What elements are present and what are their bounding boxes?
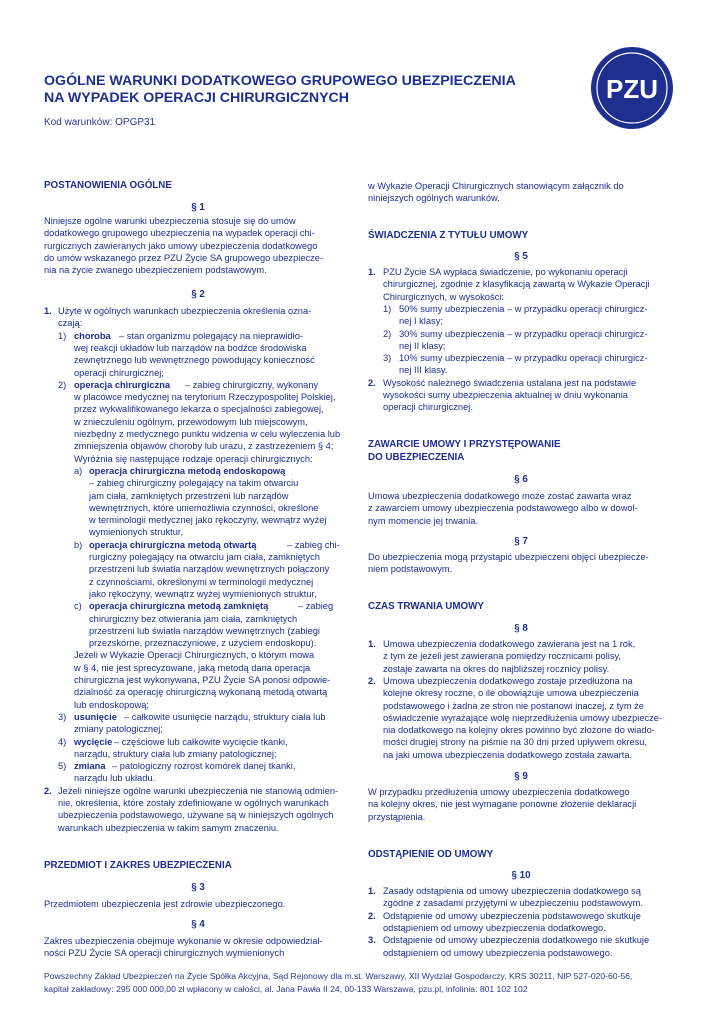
text-line: 30% sumy ubezpieczenia – w przypadku operacji chirurgicz-	[399, 328, 648, 339]
heading-benefits: ŚWIADCZENIA Z TYTUŁU UMOWY	[368, 230, 529, 241]
text-line: przestrzeni lub światła narządów wewnętrznych połączony	[89, 564, 330, 575]
text-line: dzialność za operację chirurgiczną wykonaną metodą otwartą	[74, 687, 328, 698]
text-line: chirurgiczna jest wykonywana, PZU Życie SA ponosi odpowie-	[74, 675, 331, 685]
item-number: 1)	[383, 303, 392, 314]
item-number: 2.	[44, 785, 52, 796]
footer	[44, 970, 684, 995]
text-line: zostaje zawarta na okres do najbliższej rocznicy polisy.	[383, 663, 610, 674]
text-line: – patologiczny rozrost komórek danej tkanki,	[112, 761, 296, 772]
text-line: Przedmiotem ubezpieczenia jest zdrowie ubezpieczonego.	[44, 899, 286, 909]
text-line: W przypadku przedłużenia umowy ubezpieczenia dodatkowego	[368, 787, 630, 797]
footer-line-2: kapitał zakładowy: 295 000 000,00 zł wpłacony w całości, al. Jana Pawła II 24, 00-133 Warszawa, pzu.pl, infolinia: 801 102 102	[44, 983, 528, 994]
text-line: z zawarciem umowy ubezpieczenia podstawowego albo w dowol-	[368, 503, 638, 514]
text-line: zewnętrznego lub wewnętrznego powodujący konieczność	[74, 355, 315, 366]
section-10: § 10	[511, 870, 531, 881]
item-number: 1)	[58, 330, 67, 341]
section-4: § 4	[191, 919, 205, 930]
item-number: 3.	[368, 935, 376, 946]
section-7: § 7	[514, 536, 528, 547]
text-line: jako rękoczyny, wewnątrz wyżej wymienionych struktur,	[89, 588, 317, 599]
text-line: chirurgiczny bez otwierania jam ciała, zamkniętych	[89, 613, 298, 624]
heading-contract-2: DO UBEZPIECZENIA	[368, 452, 465, 463]
section-3: § 3	[191, 882, 205, 893]
text-line: – całkowite usunięcie narządu, struktury ciała lub	[124, 711, 326, 722]
text-line: w placówce medycznej na terytorium Rzeczypospolitej Polskiej,	[74, 392, 336, 403]
text-line: niniejszych ogólnych warunków.	[368, 193, 500, 204]
title-line-1: OGÓLNE WARUNKI DODATKOWEGO GRUPOWEGO UBEZPIECZENIA	[44, 73, 516, 89]
item-number: 3)	[58, 711, 67, 722]
text-line: nej II klasy;	[399, 340, 446, 351]
text-line: Jeżeli w Wykazie Operacji Chirurgicznych, o którym mowa	[74, 650, 315, 661]
item-number: 1.	[368, 639, 376, 649]
text-line: wymienionych struktur,	[89, 527, 184, 538]
term-method: operacja chirurgiczna metodą zamkniętą	[89, 601, 269, 612]
text-line: w Wykazie Operacji Chirurgicznych stanowiącym załącznik do	[368, 181, 624, 191]
term-wyciecie: wycięcie	[74, 736, 113, 747]
text-line: odstąpieniem od umowy ubezpieczenia dodatkowego.	[383, 922, 606, 933]
section-9: § 9	[514, 771, 528, 782]
section-1: § 1	[191, 202, 205, 213]
text-line: Wyróżnia się następujące rodzaje operacji chirurgicznych:	[74, 453, 313, 464]
section-2: § 2	[191, 289, 205, 300]
text-line: w § 4, nie jest sprecyzowane, jaką metodą dana operacja	[74, 662, 311, 673]
text-line: Zakres ubezpieczenia obejmuje wykonanie w okresie odpowiedzial-	[44, 936, 323, 946]
item-number: 4)	[58, 736, 67, 747]
section-6: § 6	[514, 474, 528, 485]
text-line: w terminologii medycznej jako rękoczyny, wewnątrz wyżej	[89, 515, 327, 526]
item-number: 2.	[368, 910, 376, 921]
text-line: Zasady odstąpienia od umowy ubezpieczenia dodatkowego są	[383, 886, 641, 896]
term-choroba: choroba	[74, 330, 111, 341]
text-line: kolejne okresy roczne, o ile obowiązuje umowa ubezpieczenia	[383, 688, 639, 699]
term-usuniecie: usunięcie	[74, 711, 117, 722]
item-letter: b)	[74, 539, 83, 550]
text-line: mości drugiej strony na piśmie na 30 dni przed upływem okresu,	[383, 737, 648, 748]
text-line: wewnętrznych, które uniemożliwia czynności, określone	[89, 502, 319, 513]
text-line: zmiany patologicznej;	[74, 724, 163, 735]
text-line: – zabieg	[298, 601, 334, 612]
term-method: operacja chirurgiczna metodą otwartą	[89, 539, 257, 550]
text-line: zgodne z zasadami przyjętymi w ubezpieczeniu podstawowym.	[383, 898, 643, 909]
text-line: narządu lub układu.	[74, 773, 156, 784]
text-line: Użyte w ogólnych warunkach ubezpieczenia określenia ozna-	[58, 306, 312, 316]
pzu-logo	[591, 47, 673, 129]
item-number: 2.	[368, 675, 376, 686]
item-letter: a)	[74, 465, 83, 476]
text-line: narządu, struktury ciała lub zmiany patologicznej;	[74, 748, 277, 759]
logo-text: PZU	[606, 74, 658, 104]
paragraph-1-line: nia na życie zwanego ubezpieczeniem podstawowym.	[44, 265, 267, 276]
item-number: 2)	[383, 328, 392, 339]
item-number: 5)	[58, 761, 67, 772]
text-line: niem podstawowym.	[368, 564, 453, 575]
item-number: 3)	[383, 353, 392, 364]
text-line: Odstąpienie od umowy ubezpieczenia dodatkowego nie skutkuje	[383, 935, 650, 946]
text-line: na jaki umowa ubezpieczenia dodatkowego została zawarta.	[383, 749, 633, 760]
text-line: odstąpieniem od umowy ubezpieczenia podstawowego.	[383, 947, 613, 958]
text-line: nym momencie jej trwania.	[368, 515, 479, 526]
title-line-2: NA WYPADEK OPERACJI CHIRURGICZNYCH	[44, 90, 350, 106]
footer-line-1: Powszechny Zakład Ubezpieczeń na Życie Spółka Akcyjna, Sąd Rejonowy dla m.st. Warszawy, XII Wydział Gospodarczy, KRS 30211, NIP 527-020-60-56,	[44, 971, 633, 981]
item-number: 1.	[368, 886, 376, 896]
text-line: Odstąpienie od umowy ubezpieczenia podstawowego skutkuje	[383, 910, 641, 921]
text-line: chirurgicznej, zgodnie z klasyfikacją zawartą w Wykazie Operacji	[383, 279, 650, 290]
text-line: Chirurgicznych, w wysokości:	[383, 291, 504, 302]
text-line: przestrzeni lub światła narządów wewnętrznych (zabiegi	[89, 625, 320, 636]
paragraph-1-line: dodatkowego grupowego ubezpieczenia na wypadek operacji chi-	[44, 228, 315, 239]
text-line: przystąpienia.	[368, 811, 426, 822]
item-number: 1.	[368, 267, 376, 277]
heading-withdrawal: ODSTĄPIENIE OD UMOWY	[368, 849, 494, 860]
heading-subject-scope: PRZEDMIOT I ZAKRES UBEZPIECZENIA	[44, 860, 232, 871]
text-line: PZU Życie SA wypłaca świadczenie, po wykonaniu operacji	[383, 267, 628, 277]
text-line: rurgiczny polegający na otwarciu jam ciała, zamkniętych	[89, 552, 320, 562]
section-5: § 5	[514, 251, 528, 262]
text-line: – stan organizmu polegający na nieprawidło-	[119, 330, 303, 341]
text-line: Umowa ubezpieczenia dodatkowego zostaje przedłużona na	[383, 675, 633, 686]
heading-general-provisions: POSTANOWIENIA OGÓLNE	[44, 180, 172, 191]
text-line: nej III klasy.	[399, 365, 448, 376]
text-line: oświadczenie wyrażające wolę nieprzedłużenia umowy ubezpiecze-	[383, 712, 663, 723]
text-line: Do ubezpieczenia mogą przystąpić ubezpieczeni objęci ubezpiecze-	[368, 552, 649, 562]
text-line: operacji chirurgicznej;	[74, 367, 164, 378]
text-line: lub endoskopową;	[74, 699, 149, 710]
text-line: ubezpieczenia podstawowego, używane są w niniejszych ogólnych	[58, 810, 334, 821]
text-line: podstawowego i żadna ze stron nie postanowi inaczej, z tym że	[383, 700, 644, 711]
paragraph-1-line: rurgicznych zawieranych jako umowy ubezpieczenia dodatkowego	[44, 240, 318, 251]
item-number: 1.	[44, 306, 52, 316]
text-line: wysokości sumy ubezpieczenia aktualnej w dniu wykonania	[383, 390, 628, 400]
text-line: ności PZU Życie SA operacji chirurgicznych wymienionych	[44, 948, 285, 959]
text-line: na kolejny okres, nie jest wymagane ponowne złożenie deklaracji	[368, 799, 637, 810]
text-line: Umowa ubezpieczenia dodatkowego może zostać zawarta wraz	[368, 491, 632, 501]
text-line: zmniejszenia objawów choroby lub urazu, z zastrzeżeniem § 4;	[74, 441, 334, 452]
term-endoskopowa: operacja chirurgiczna metodą endoskopową	[89, 465, 286, 476]
text-line: wej reakcji układów lub narządów na bodźce środowiska	[74, 342, 307, 353]
text-line: operacji chirurgicznej.	[383, 402, 473, 413]
text-line: niezbędny z medycznego punktu widzenia w celu wyleczenia lub	[74, 429, 341, 439]
item-number: 2)	[58, 379, 67, 390]
text-line: – zabieg chi-	[287, 539, 340, 550]
text-line: – zabieg chirurgiczny polegający na takim otwarciu	[89, 478, 299, 489]
text-line: Wysokość należnego świadczenia ustalana jest na podstawie	[383, 377, 637, 388]
document-title	[44, 73, 554, 107]
text-line: jam ciała, zamkniętych przestrzeni lub narządów	[89, 490, 289, 501]
paragraph-1-line: Niniejsze ogólne warunki ubezpieczenia stosuje się do umów	[44, 216, 296, 226]
text-line: przezskórne, przeznaczyniowe, z użyciem endoskopu).	[89, 638, 317, 649]
heading-duration: CZAS TRWANIA UMOWY	[368, 601, 484, 612]
text-line: 10% sumy ubezpieczenia – w przypadku operacji chirurgicz-	[399, 353, 648, 364]
text-line: Jeżeli niniejsze ogólne warunki ubezpieczenia nie stanowią odmien-	[58, 785, 339, 796]
text-line: Umowa ubezpieczenia dodatkowego zawierana jest na 1 rok,	[383, 639, 636, 649]
item-number: 2.	[368, 377, 376, 388]
text-line: czają:	[58, 318, 83, 329]
item-letter: c)	[74, 601, 82, 612]
paragraph-1-line: do umów wskazanego przez PZU Życie SA grupowego ubezpiecze-	[44, 252, 324, 263]
text-line: warunkach ubezpieczenia w takim samym znaczeniu.	[58, 822, 279, 833]
term-operacja: operacja chirurgiczna	[74, 379, 171, 390]
text-line: 50% sumy ubezpieczenia – w przypadku operacji chirurgicz-	[399, 303, 648, 314]
text-line: w znieczuleniu ogólnym, przewodowym lub miejscowym,	[74, 416, 308, 427]
text-line: z czynnościami, określonymi w terminologii medycznej	[89, 576, 314, 587]
text-line: – zabieg chirurgiczny, wykonany	[185, 379, 319, 390]
heading-contract: ZAWARCIE UMOWY I PRZYSTĘPOWANIE	[368, 439, 561, 450]
text-line: nie, określenia, które zostały zdefiniowane w ogólnych warunkach	[58, 798, 329, 808]
text-line: z tym że jeżeli jest zawierana pomiędzy rocznicami polisy,	[383, 651, 622, 662]
section-8: § 8	[514, 623, 528, 634]
terms-code: Kod warunków: OPGP31	[44, 117, 156, 128]
term-zmiana: zmiana	[74, 761, 106, 772]
text-line: nej I klasy;	[399, 316, 443, 327]
text-line: przez wykwalifikowanego lekarza o specjalności zabiegowej,	[74, 404, 324, 415]
text-line: – częściowe lub całkowite wycięcie tkanki,	[114, 736, 288, 747]
text-line: nia dodatkowego na kolejny okres powinno być złożone do wiado-	[383, 725, 655, 736]
